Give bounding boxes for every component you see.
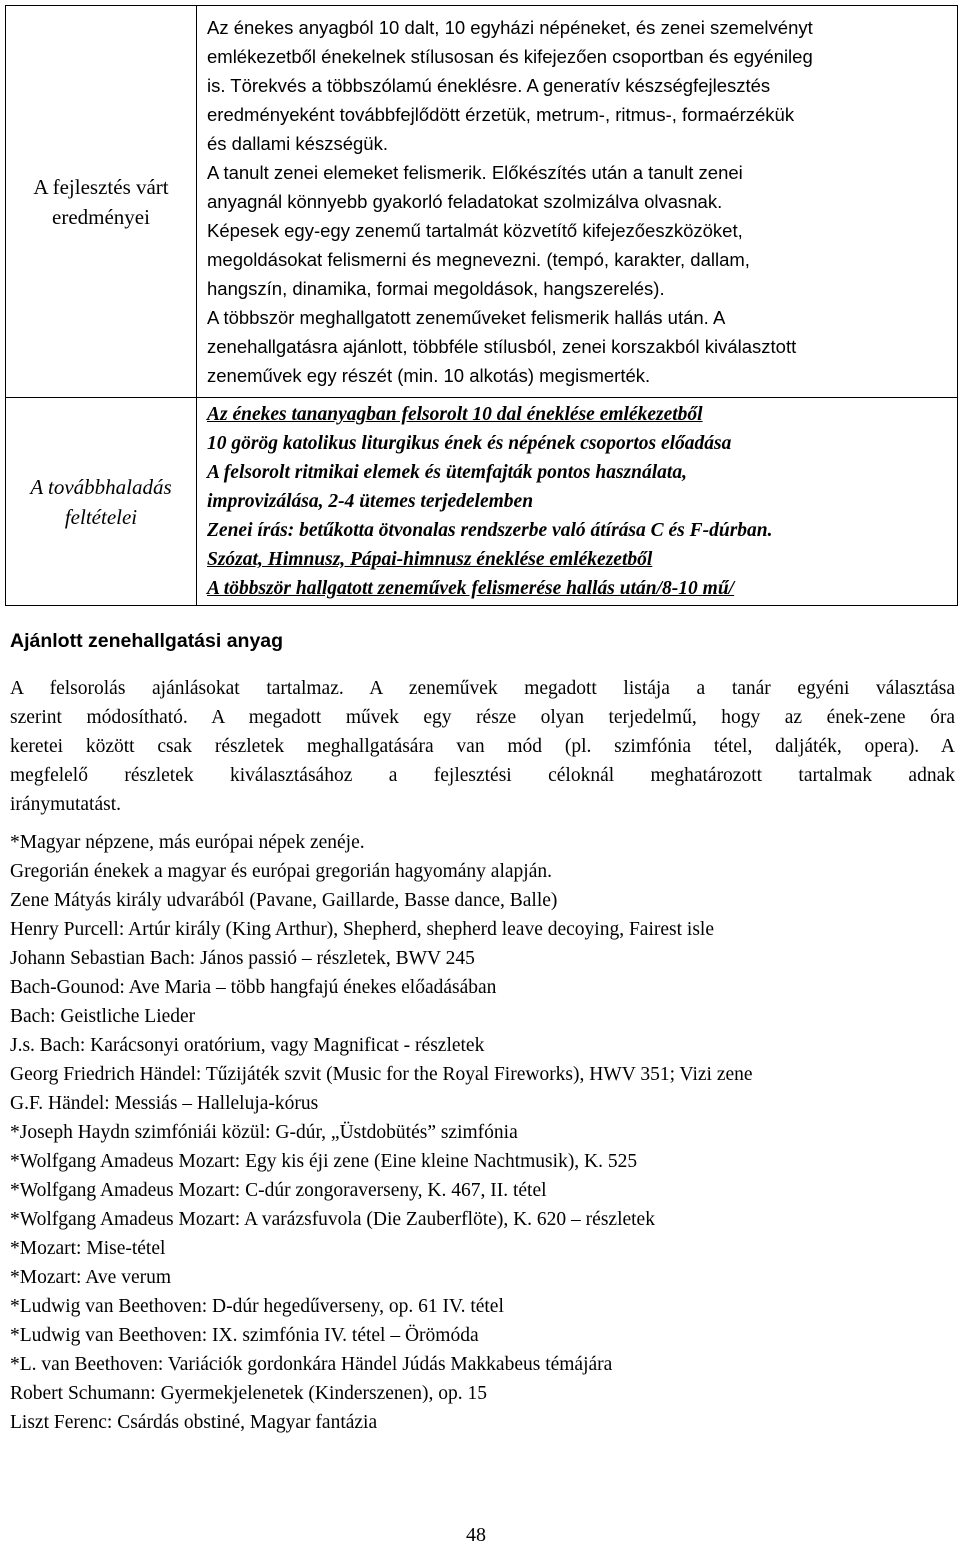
list-item: *L. van Beethoven: Variációk gordonkára Händel Júdás Makkabeus témájára [10,1354,613,1375]
expected-results-line: eredményeként továbbfejlődött érzetük, metrum-, ritmus-, formaérzékük [207,104,795,125]
expected-results-line: Képesek egy-egy zenemű tartalmát közvetítő kifejezőeszközöket, [207,220,743,241]
progression-condition-line: improvizálása, 2-4 ütemes terjedelemben [207,491,534,512]
expected-results-line: zeneművek egy részét (min. 10 alkotás) megismerték. [207,365,651,386]
progression-conditions-label: A továbbhaladás feltételei [30,474,172,529]
page-number: 48 [466,1524,486,1546]
progression-condition-line: Zenei írás: betűkotta ötvonalas rendszerbe való átírása C és F-dúrban. [207,520,773,541]
list-item: *Ludwig van Beethoven: IX. szimfónia IV. tétel – Örömóda [10,1325,479,1346]
list-item: Liszt Ferenc: Csárdás obstiné, Magyar fantázia [10,1412,378,1433]
expected-results-line: hangszín, dinamika, formai megoldások, hangszerelés). [207,278,665,299]
expected-results-label-cell [6,6,197,398]
expected-results-content [197,6,958,398]
list-item: *Wolfgang Amadeus Mozart: Egy kis éji zene (Eine kleine Nachtmusik), K. 525 [10,1151,638,1172]
expected-results-line: is. Törekvés a többszólamú éneklésre. A generatív készségfejlesztés [207,75,771,96]
list-item: *Wolfgang Amadeus Mozart: A varázsfuvola (Die Zauberflöte), K. 620 – részletek [10,1209,655,1230]
list-item: *Wolfgang Amadeus Mozart: C-dúr zongoraverseny, K. 467, II. tétel [10,1180,547,1201]
expected-results-line: Az énekes anyagból 10 dalt, 10 egyházi népéneket, és zenei szemelvényt [207,17,813,38]
expected-results-line: zenehallgatásra ajánlott, többféle stílusból, zenei korszakból kiválasztott [207,336,797,357]
list-item: *Mozart: Mise-tétel [10,1238,166,1259]
progression-conditions-label-cell [6,398,197,606]
list-item: *Joseph Haydn szimfóniái közül: G-dúr, „Üstdobütés” szimfónia [10,1122,518,1143]
list-item: Bach-Gounod: Ave Maria – több hangfajú énekes előadásában [10,977,497,998]
list-item: Gregorián énekek a magyar és európai gregorián hagyomány alapján. [10,861,552,882]
list-item: *Magyar népzene, más európai népek zenéje. [10,832,365,853]
progression-condition-line: Szózat, Himnusz, Pápai-himnusz éneklése emlékezetből [207,549,653,570]
list-item: *Mozart: Ave verum [10,1267,172,1288]
list-item: Bach: Geistliche Lieder [10,1006,196,1027]
intro-line: iránymutatást. [10,794,122,815]
progression-condition-line: A felsorolt ritmikai elemek és ütemfajták pontos használata, [207,462,687,483]
expected-results-line: megoldásokat felismerni és megnevezni. (tempó, karakter, dallam, [207,249,750,270]
list-item: Robert Schumann: Gyermekjelenetek (Kinderszenen), op. 15 [10,1383,488,1404]
expected-results-line: és dallami készségük. [207,133,388,154]
list-item: Zene Mátyás király udvarából (Pavane, Gaillarde, Basse dance, Balle) [10,890,558,911]
intro-line: megfelelő részletek kiválasztásához a fejlesztési céloknál meghatározott tartalmak adnak [10,765,955,786]
listening-list [10,828,955,1437]
progression-conditions-content [197,398,958,606]
expected-results-line: A többször meghallgatott zeneműveket felismerik hallás után. A [207,307,726,328]
intro-line: keretei között csak részletek meghallgatására van mód (pl. szimfónia tétel, daljáték, opera). A [10,736,955,757]
expected-results-line: A tanult zenei elemeket felismerik. Előkészítés után a tanult zenei [207,162,743,183]
expected-results-row [6,6,958,398]
expected-results-line: anyagnál könnyebb gyakorló feladatokat szolmizálva olvasnak. [207,191,723,212]
expected-results-label: A fejlesztés várt eredményei [33,174,169,229]
list-item: J.s. Bach: Karácsonyi oratórium, vagy Magnificat - részletek [10,1035,485,1056]
progression-condition-line: A többször hallgatott zeneművek felismerése hallás után/8-10 mű/ [207,578,735,599]
list-item: G.F. Händel: Messiás – Halleluja-kórus [10,1093,319,1114]
list-item: *Ludwig van Beethoven: D-dúr hegedűverseny, op. 61 IV. tétel [10,1296,504,1317]
list-item: Georg Friedrich Händel: Tűzijáték szvit (Music for the Royal Fireworks), HWV 351; Vizi zene [10,1064,753,1085]
intro-line: szerint módosítható. A megadott művek egy része olyan terjedelmű, hogy az ének-zene óra [10,707,955,728]
intro-line: A felsorolás ajánlásokat tartalmaz. A zeneművek megadott listája a tanár egyéni választása [10,678,955,699]
progression-condition-line: 10 görög katolikus liturgikus ének és népének csoportos előadása [207,433,732,454]
expected-results-line: emlékezetből énekelnek stílusosan és kifejezően csoportban és egyénileg [207,46,813,67]
progression-conditions-row [6,398,958,606]
list-item: Johann Sebastian Bach: János passió – részletek, BWV 245 [10,948,475,969]
list-item: Henry Purcell: Artúr király (King Arthur), Shepherd, shepherd leave decoying, Fairest isle [10,919,714,940]
requirements-table [5,5,958,606]
section-heading: Ajánlott zenehallgatási anyag [10,630,284,652]
intro-paragraph [10,674,955,819]
progression-condition-line: Az énekes tananyagban felsorolt 10 dal éneklése emlékezetből [207,404,703,425]
